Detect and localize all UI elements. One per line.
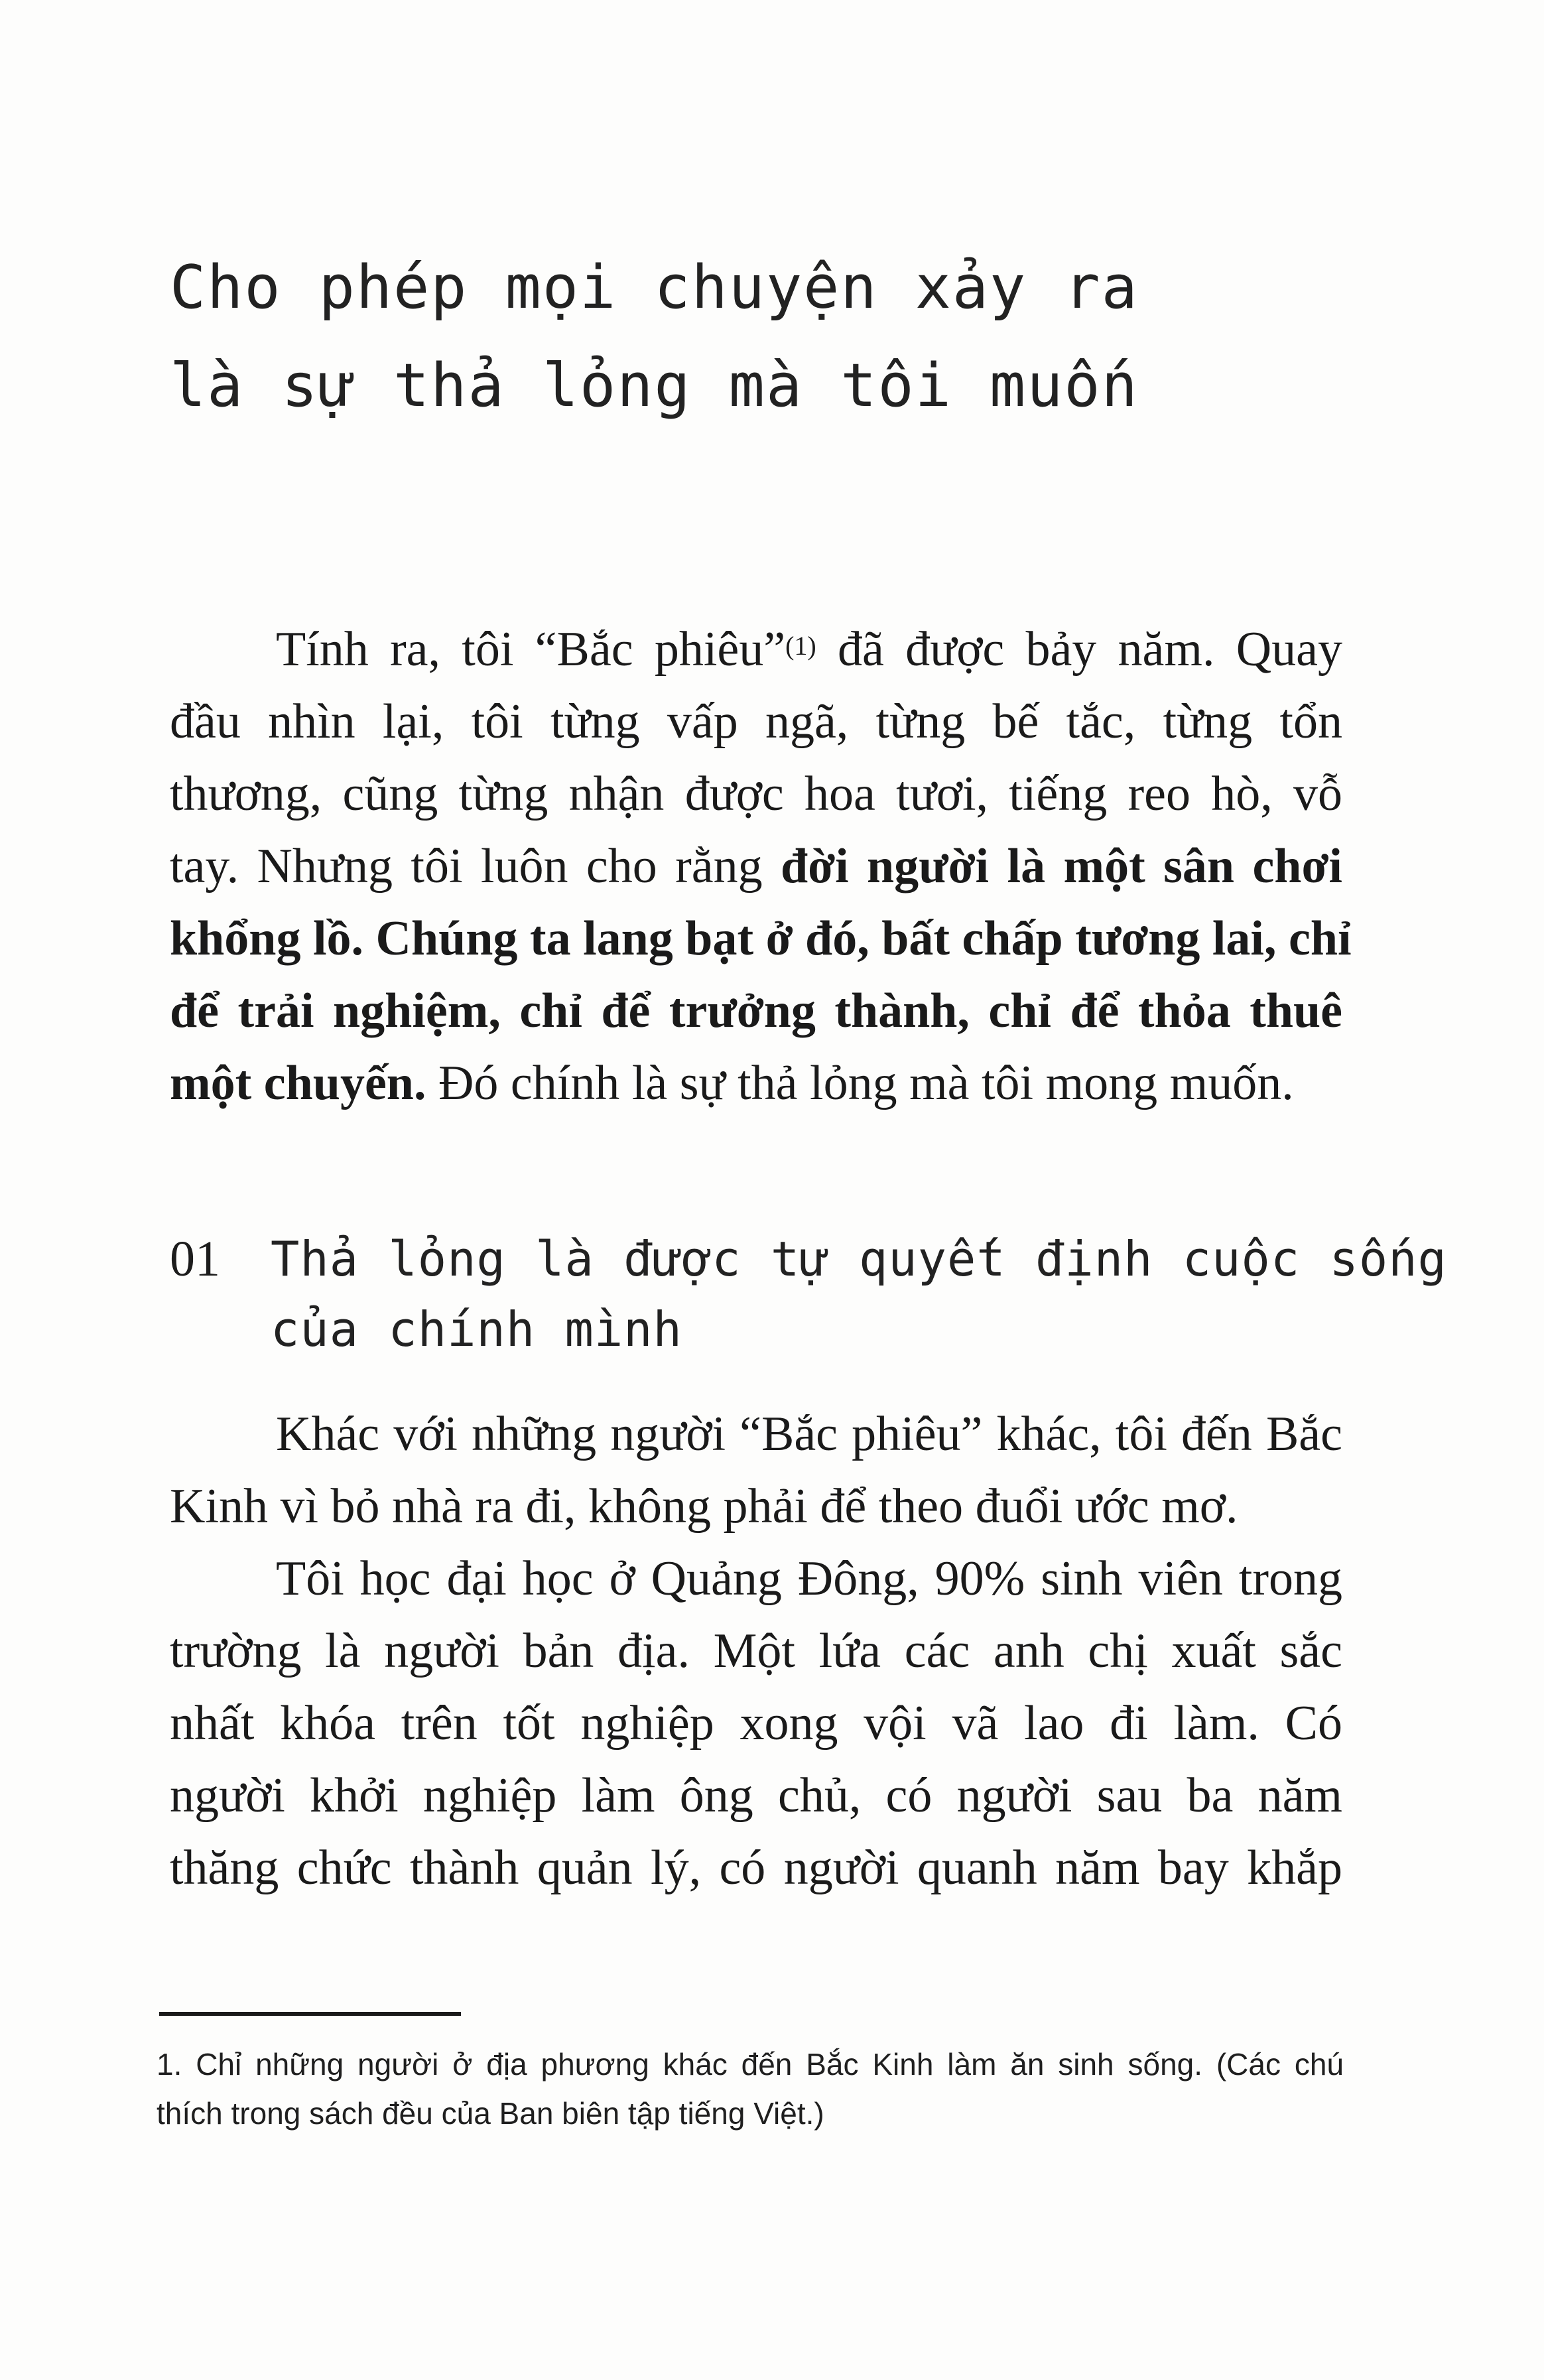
intro-line-2: đầu nhìn lại, tôi từng vấp ngã, từng bế tắc, từng tổn [170,694,1342,749]
section-title [271,1224,1447,1364]
intro-line-1-text-b: đã được bảy năm. Quay [816,622,1343,677]
footnote-line-2: thích trong sách đều của Ban biên tập tiếng Việt.) [157,2096,824,2131]
intro-line-4-text: tay. Nhưng tôi luôn cho rằng [170,839,781,893]
section-title-line-2: của chính mình [271,1301,682,1357]
section-p2-line-3: nhất khóa trên tốt nghiệp xong vội vã lao đi làm. Có [170,1696,1342,1751]
section-p2-line-1: Tôi học đại học ở Quảng Đông, 90% sinh viên trong [276,1552,1342,1606]
intro-line-1 [170,614,1342,686]
intro-line-6: để trải nghiệm, chỉ để trưởng thành, chỉ để thỏa thuê [170,984,1342,1038]
intro-line-3: thương, cũng từng nhận được hoa tươi, tiếng reo hò, vỗ [170,767,1342,821]
intro-line-7 [170,1047,1342,1120]
intro-line-7-text: Đó chính là sự thả lỏng mà tôi mong muốn. [426,1056,1294,1110]
footnote-divider [159,2012,461,2016]
chapter-title-line-2: là sự thả lỏng mà tôi muốn [170,351,1139,421]
intro-line-1-text-a: Tính ra, tôi “Bắc phiêu” [276,622,786,677]
intro-paragraph [170,614,1352,1120]
section-p1-line-2: Kinh vì bỏ nhà ra đi, không phải để theo đuổi ước mơ. [170,1479,1238,1534]
section-p1-line-1: Khác với những người “Bắc phiêu” khác, tôi đến Bắc [276,1407,1342,1461]
section-title-line-1: Thả lỏng là được tự quyết định cuộc sống [271,1231,1447,1287]
footnote-line-1: 1. Chỉ những người ở địa phương khác đến Bắc Kinh làm ăn sinh sống. (Các chú [157,2047,1344,2082]
section-p2-line-2: trường là người bản địa. Một lứa các anh chị xuất sắc [170,1624,1342,1678]
chapter-title-line-1: Cho phép mọi chuyện xảy ra [170,253,1139,322]
section-p2-line-5: thăng chức thành quản lý, có người quanh năm bay khắp [170,1841,1342,1895]
intro-line-7-bold: một chuyến. [170,1056,426,1110]
intro-line-5: khổng lồ. Chúng ta lang bạt ở đó, bất chấp tương lai, chỉ [170,911,1352,966]
footnote [157,2040,1344,2138]
section-number: 01 [170,1231,220,1287]
intro-line-4-bold: đời người là một sân chơi [780,839,1342,893]
intro-line-4 [170,830,1342,903]
footnote-reference: (1) [785,631,816,661]
section-p2-line-4: người khởi nghiệp làm ông chủ, có người sau ba năm [170,1768,1342,1823]
section-body [170,1398,1342,1904]
chapter-title [170,239,1430,435]
